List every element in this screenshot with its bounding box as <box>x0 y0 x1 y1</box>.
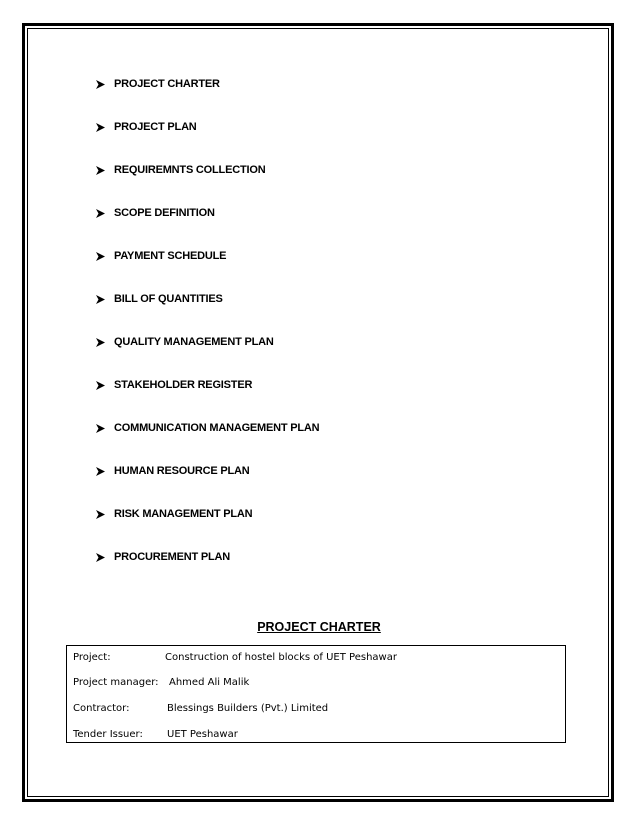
list-item <box>95 293 319 336</box>
arrow-bullet-icon <box>95 508 114 520</box>
contents-list <box>95 78 319 594</box>
list-item-label: BILL OF QUANTITIES <box>114 293 223 305</box>
list-item <box>95 78 319 121</box>
list-item <box>95 422 319 465</box>
row-value: Ahmed Ali Malik <box>169 677 250 688</box>
charter-table <box>66 645 566 743</box>
row-value: Blessings Builders (Pvt.) Limited <box>167 703 329 714</box>
charter-title: PROJECT CHARTER <box>257 620 381 634</box>
row-value: Construction of hostel blocks of UET Peshawar <box>165 652 397 663</box>
list-item <box>95 551 319 594</box>
arrow-bullet-icon <box>95 78 114 90</box>
row-label: Contractor: <box>73 703 130 714</box>
arrow-bullet-icon <box>95 379 114 391</box>
arrow-bullet-icon <box>95 250 114 262</box>
row-label: Project: <box>73 652 111 663</box>
list-item-label: QUALITY MANAGEMENT PLAN <box>114 336 274 348</box>
list-item <box>95 121 319 164</box>
list-item <box>95 465 319 508</box>
row-value: UET Peshawar <box>167 729 238 740</box>
list-item-label: PROJECT PLAN <box>114 121 197 133</box>
arrow-bullet-icon <box>95 293 114 305</box>
row-label: Tender Issuer: <box>73 729 143 740</box>
list-item <box>95 336 319 379</box>
arrow-bullet-icon <box>95 551 114 563</box>
list-item-label: PROCUREMENT PLAN <box>114 551 230 563</box>
row-label: Project manager: <box>73 677 159 688</box>
list-item <box>95 164 319 207</box>
list-item-label: STAKEHOLDER REGISTER <box>114 379 253 391</box>
list-item <box>95 207 319 250</box>
list-item-label: HUMAN RESOURCE PLAN <box>114 465 250 477</box>
arrow-bullet-icon <box>95 164 114 176</box>
arrow-bullet-icon <box>95 121 114 133</box>
list-item <box>95 508 319 551</box>
list-item-label: PAYMENT SCHEDULE <box>114 250 227 262</box>
arrow-bullet-icon <box>95 336 114 348</box>
list-item <box>95 250 319 293</box>
list-item-label: PROJECT CHARTER <box>114 78 220 90</box>
list-item-label: REQUIREMNTS COLLECTION <box>114 164 266 176</box>
arrow-bullet-icon <box>95 422 114 434</box>
arrow-bullet-icon <box>95 207 114 219</box>
list-item-label: COMMUNICATION MANAGEMENT PLAN <box>114 422 320 434</box>
list-item <box>95 379 319 422</box>
list-item-label: SCOPE DEFINITION <box>114 207 215 219</box>
arrow-bullet-icon <box>95 465 114 477</box>
list-item-label: RISK MANAGEMENT PLAN <box>114 508 253 520</box>
